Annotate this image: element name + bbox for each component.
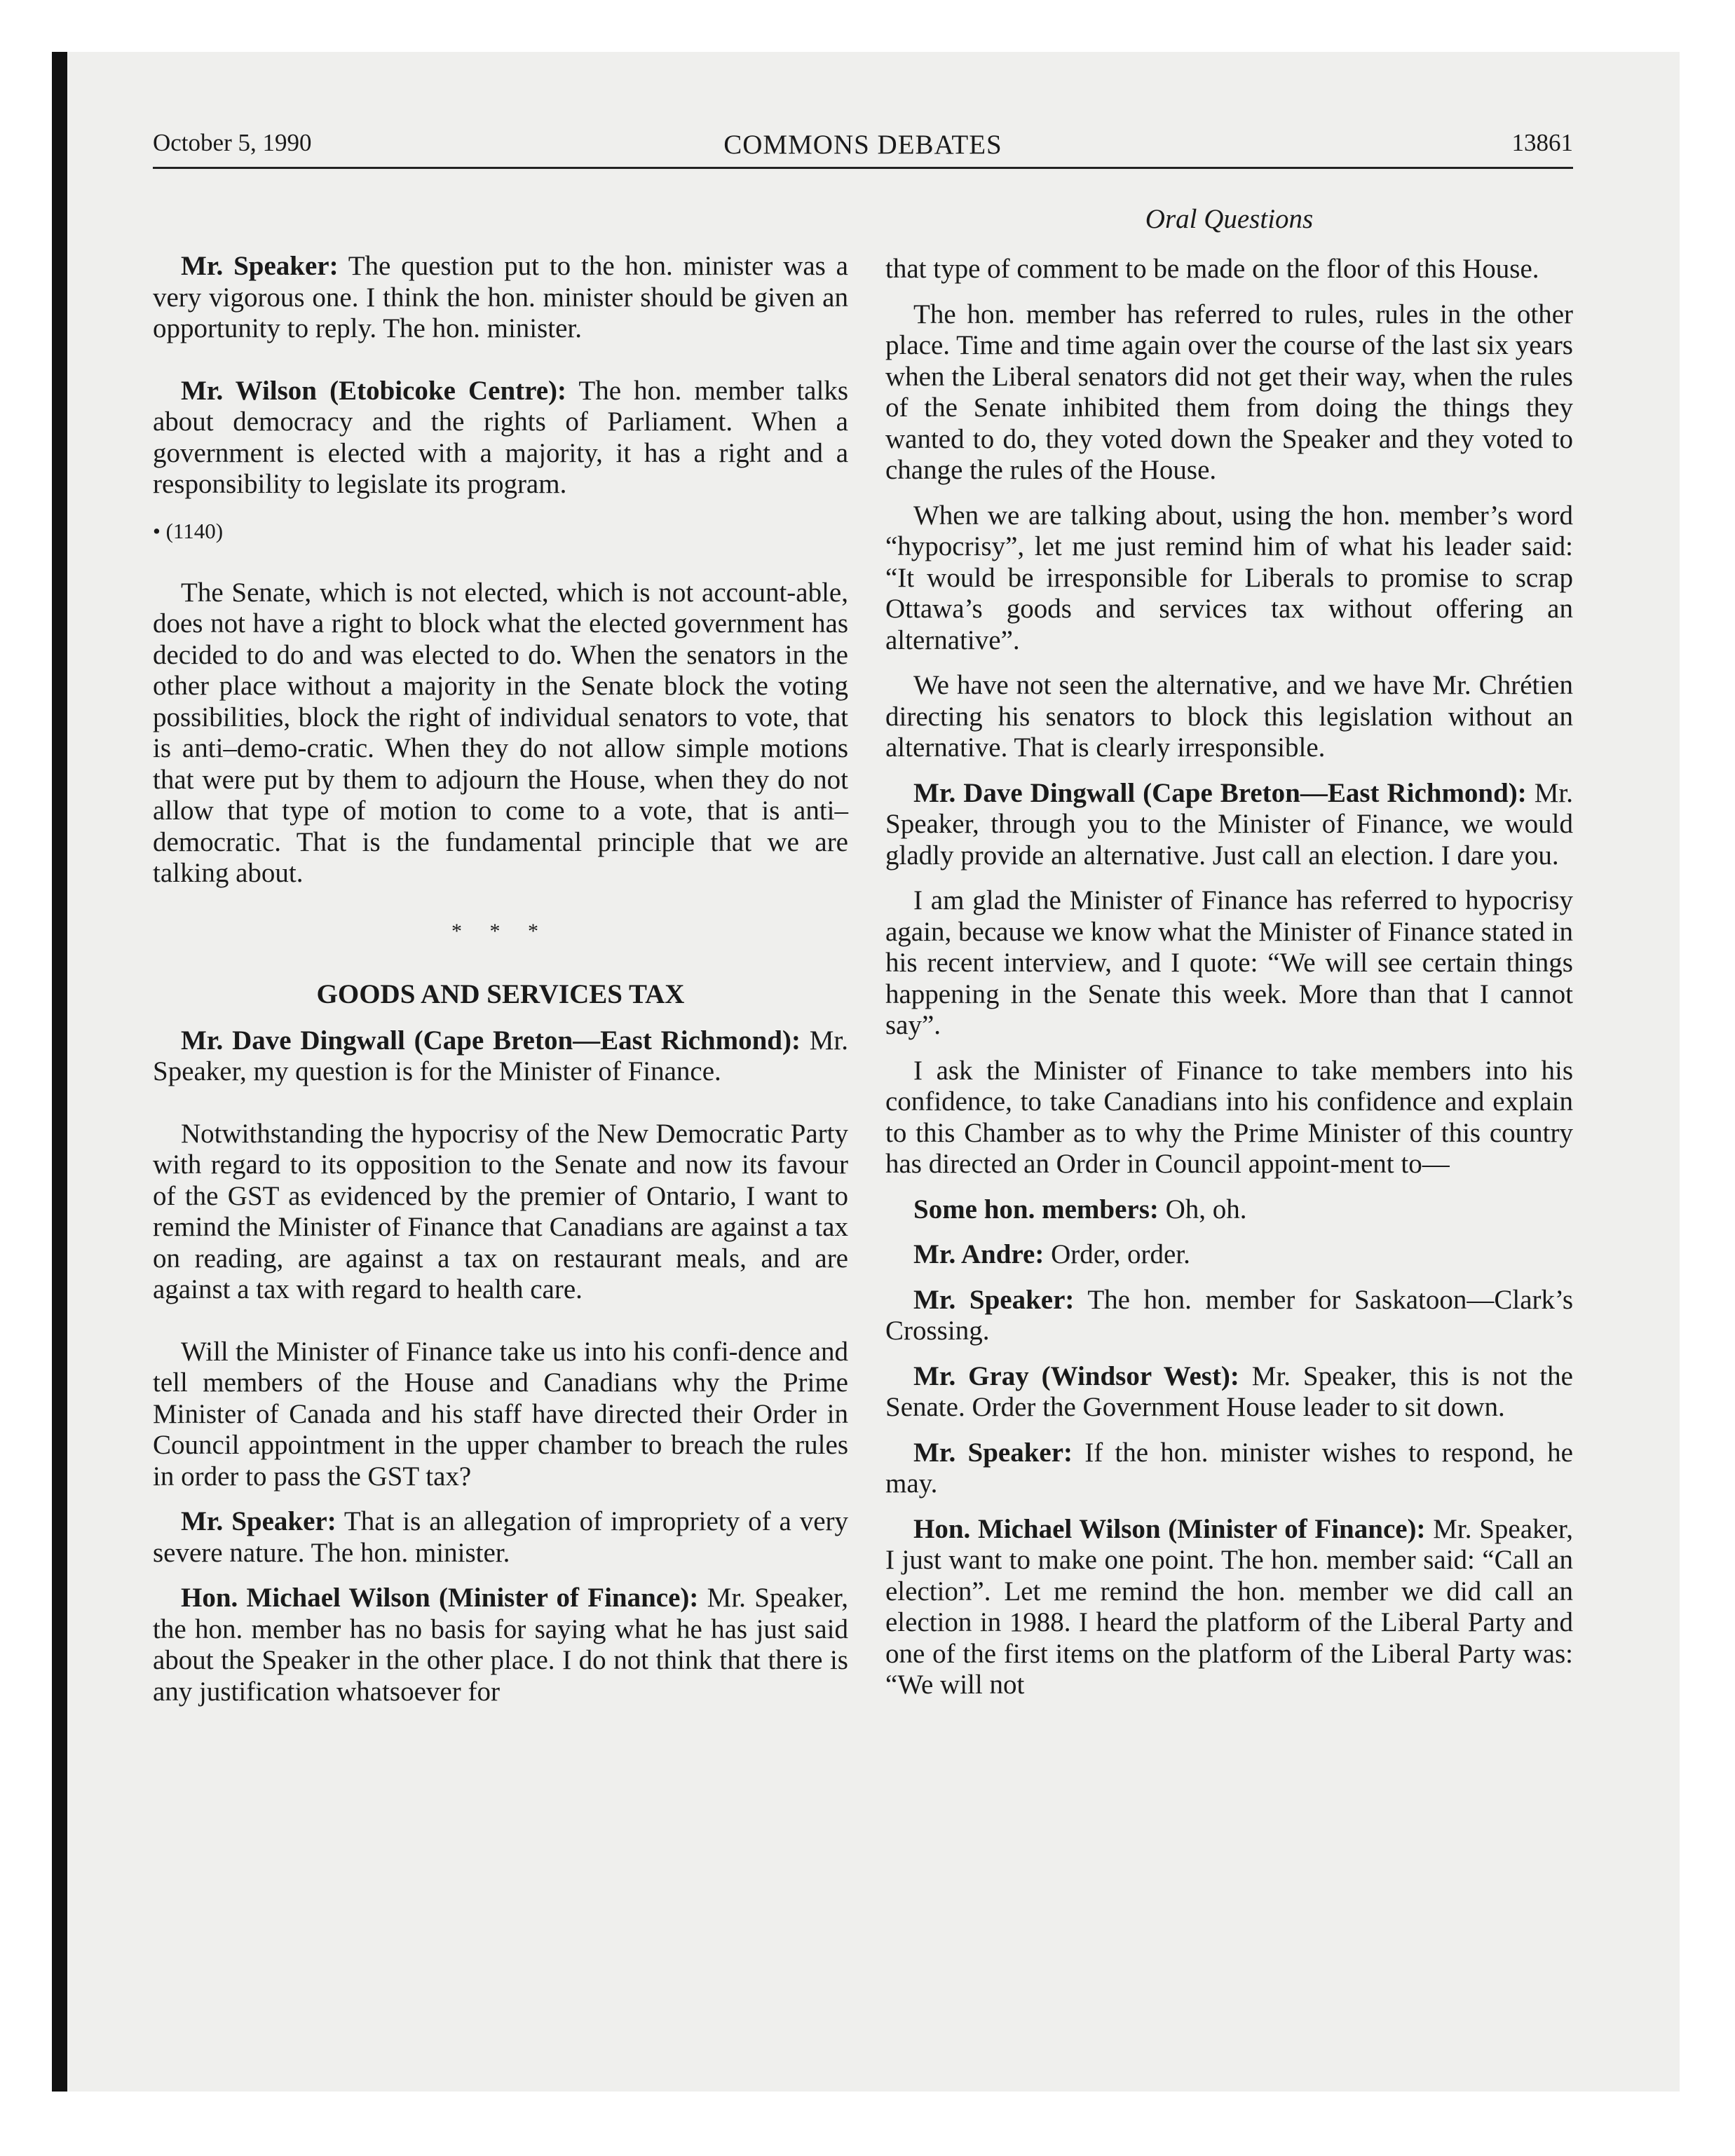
speaker-name: Hon. Michael Wilson (Minister of Finance):	[913, 1513, 1426, 1544]
paragraph: I am glad the Minister of Finance has referred to hypocrisy again, because we know what the Minister of Finance stated in his recent interview, and I quote: “We will see certain things happening in the Senate this week. More than that I cannot say”.	[885, 885, 1573, 1040]
speaker-name: Mr. Speaker:	[913, 1284, 1075, 1315]
running-head: Oral Questions	[1145, 204, 1314, 234]
speaker-name: Mr. Wilson (Etobicoke Centre):	[181, 375, 567, 406]
left-column	[153, 251, 848, 1721]
paragraph	[885, 1361, 1573, 1424]
paragraph	[885, 778, 1573, 872]
section-heading: GOODS AND SERVICES TAX	[316, 978, 685, 1009]
speaker-name: Some hon. members:	[913, 1194, 1159, 1224]
speech-text: Mr. Speaker, I just want to make one point. The hon. member said: “Call an election”. Let me remind the hon. member we did call an election in 1988. I heard the platform of the Liberal Party and one of the first items on the platform of the Liberal Party was: “We will not	[885, 1513, 1573, 1700]
speech-text: Mr. Speaker, through you to the Minister of Finance, we would gladly provide an alternative. Just call an election. I dare you.	[885, 777, 1573, 871]
header-page-number: 13861	[1511, 129, 1573, 156]
paragraph: We have not seen the alternative, and we have Mr. Chrétien directing his senators to block this legislation without an alternative. That is clearly irresponsible.	[885, 670, 1573, 763]
paragraph	[153, 376, 848, 500]
time-marker: • (1140)	[153, 518, 224, 543]
speaker-name: Mr. Speaker:	[913, 1437, 1073, 1468]
paragraph: Notwithstanding the hypocrisy of the New Democratic Party with regard to its opposition to the Senate and now its favour of the GST as evidenced by the premier of Ontario, I want to remind the Minister of Finance that Canadians are against a tax on reading, are against a tax on restaurant meals, and are against a tax with regard to health care.	[153, 1118, 848, 1304]
speech-text: That is an allegation of impropriety of a very severe nature. The hon. minister.	[153, 1506, 848, 1568]
header-rule	[153, 167, 1573, 169]
speaker-name: Hon. Michael Wilson (Minister of Finance):	[181, 1583, 699, 1613]
speech-text: Mr. Speaker, this is not the Senate. Order the Government House leader to sit down.	[885, 1360, 1573, 1422]
speech-text: Order, order.	[1044, 1239, 1190, 1269]
paragraph	[153, 1025, 848, 1088]
binding-edge	[52, 52, 67, 2092]
speech-text: Mr. Speaker, the hon. member has no basis for saying what he has just said about the Speaker in the other place. I do not think that there is any justification whatsoever for	[153, 1583, 849, 1707]
speech-text: The question put to the hon. minister was a very vigorous one. I think the hon. minister should be given an opportunity to reply. The hon. minister.	[153, 251, 848, 343]
paragraph	[885, 1285, 1573, 1347]
paragraph	[153, 251, 848, 345]
speaker-name: Mr. Dave Dingwall (Cape Breton—East Richmond):	[913, 777, 1527, 808]
speaker-name: Mr. Speaker:	[181, 251, 339, 281]
speaker-name: Mr. Andre:	[913, 1239, 1045, 1269]
paragraph: Will the Minister of Finance take us into his confi-dence and tell members of the House and Canadians why the Prime Minister of Canada and his staff have directed their Order in Council appointment in the upper chamber to breach the rules in order to pass the GST tax?	[153, 1336, 848, 1492]
page-header	[153, 125, 1573, 167]
paragraph	[153, 1583, 848, 1707]
paragraph	[885, 1239, 1573, 1271]
paragraph	[153, 1506, 848, 1569]
paragraph	[885, 1514, 1573, 1701]
paragraph: The hon. member has referred to rules, rules in the other place. Time and time again over the course of the last six years when the Liberal senators did not get their way, when the rules of the Senate inhibited them from doing the things they wanted to do, they voted down the Speaker and they voted to change the rules of the House.	[885, 299, 1573, 485]
section-separator: * * *	[451, 919, 550, 943]
header-title: COMMONS DEBATES	[723, 130, 1002, 160]
paragraph: that type of comment to be made on the floor of this House.	[885, 254, 1539, 284]
right-column	[885, 254, 1573, 1715]
speaker-name: Mr. Dave Dingwall (Cape Breton—East Richmond):	[181, 1025, 801, 1056]
paragraph	[885, 1438, 1573, 1500]
speaker-name: Mr. Speaker:	[181, 1506, 336, 1536]
speaker-name: Mr. Gray (Windsor West):	[913, 1360, 1239, 1391]
speech-text: The hon. member for Saskatoon—Clark’s Crossing.	[885, 1284, 1573, 1346]
paragraph: The Senate, which is not elected, which is not account-able, does not have a right to block what the elected government has decided to do and was elected to do. When the senators in the other place without a majority in the Senate block the voting possibilities, block the right of individual senators to vote, that is anti–demo-cratic. When they do not allow simple motions that were put by them to adjourn the House, when they do not allow that type of motion to come to a vote, that is anti–democratic. That is the fundamental principle that we are talking about.	[153, 577, 848, 888]
paragraph: I ask the Minister of Finance to take members into his confidence, to take Canadians into his confidence and explain to this Chamber as to why the Prime Minister of this country has directed an Order in Council appoint-ment to—	[885, 1055, 1573, 1179]
speech-text: The hon. member talks about democracy and the rights of Parliament. When a government is elected with a majority, it has a right and a responsibility to legislate its program.	[153, 375, 848, 499]
header-date: October 5, 1990	[153, 129, 312, 156]
speech-text: Oh, oh.	[1158, 1194, 1247, 1224]
speech-text: If the hon. minister wishes to respond, he may.	[885, 1437, 1573, 1499]
paragraph: When we are talking about, using the hon. member’s word “hypocrisy”, let me just remind him of what his leader said: “It would be irresponsible for Liberals to promise to scrap Ottawa’s goods and services tax without offering an alternative”.	[885, 500, 1573, 655]
speech-text: Mr. Speaker, my question is for the Minister of Finance.	[153, 1025, 848, 1086]
paragraph	[885, 1194, 1573, 1226]
